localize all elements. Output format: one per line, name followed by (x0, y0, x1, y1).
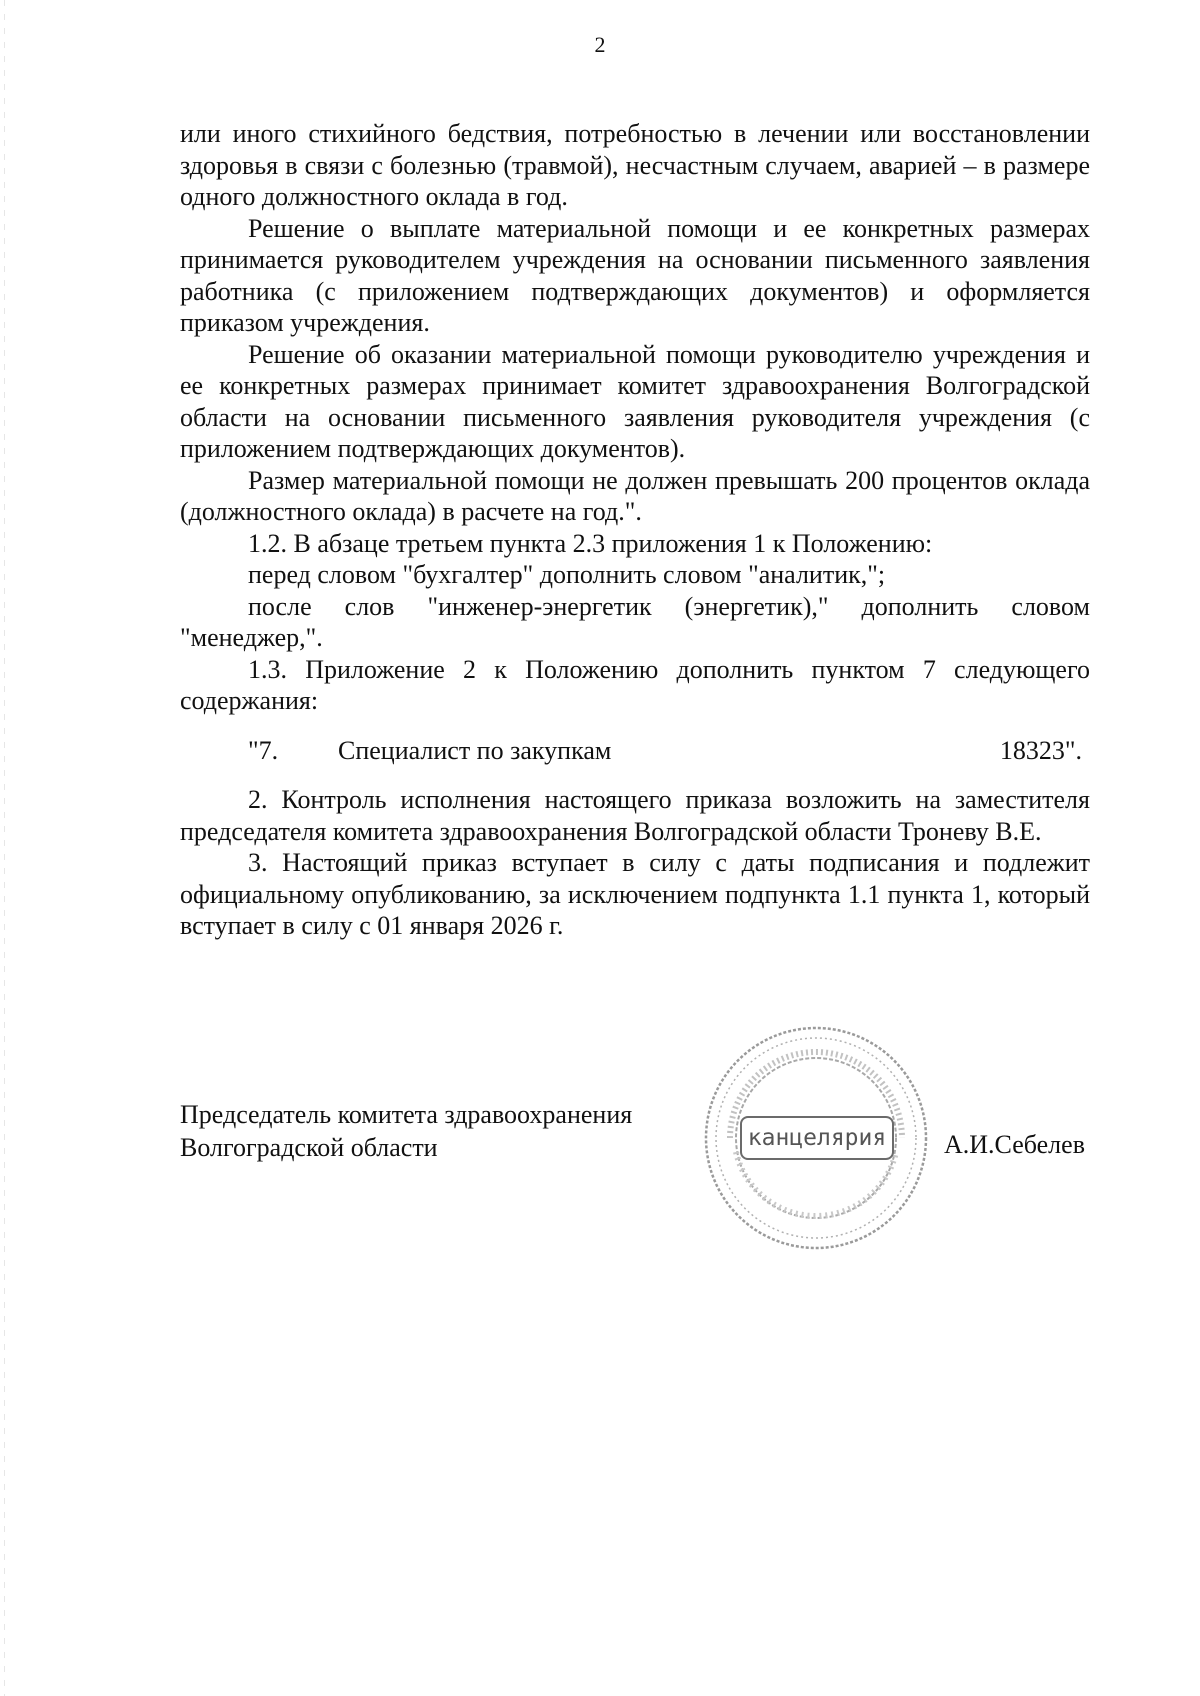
signature-position-line1: Председатель комитета здравоохранения (180, 1100, 633, 1129)
paragraph-add-analyst: перед словом "бухгалтер" дополнить словом "аналитик,"; (248, 560, 886, 589)
paragraph-max-amount: Размер материальной помощи не должен превышать 200 процентов оклада (должностного оклада) в расчете на год.". (180, 465, 1090, 526)
appendix-row-position: Специалист по закупкам (338, 735, 612, 765)
signature-position-line2: Волгоградской области (180, 1133, 438, 1162)
scan-margin-line (4, 0, 5, 1696)
paragraph-control: 2. Контроль исполнения настоящего приказа возложить на заместителя председателя комитета здравоохранения Волгоградской области Троневу В.Е. (180, 785, 1090, 846)
paragraph-item-1-3: 1.3. Приложение 2 к Положению дополнить пунктом 7 следующего содержания: (180, 654, 1090, 715)
paragraph-add-manager: после слов "инженер-энергетик (энергетик)," дополнить словом "менеджер,". (180, 591, 1090, 652)
signatory-name: А.И.Себелев (944, 1130, 1085, 1159)
page-number: 2 (594, 32, 606, 57)
document-body (180, 118, 1090, 942)
paragraph-decision-payment: Решение о выплате материальной помощи и ее конкретных размерах принимается руководителем учреждения на основании письменного заявления работника (с приложением подтверждающих документов) и оформляется приказом учреждения. (180, 213, 1090, 337)
paragraph-decision-head: Решение об оказании материальной помощи руководителю учреждения и ее конкретных размерах принимает комитет здравоохранения Волгоградской области на основании письменного заявления руководителя учреждения (с приложением подтверждающих документов). (180, 339, 1090, 463)
paragraph-item-1-2: 1.2. В абзаце третьем пункта 2.3 приложения 1 к Положению: (248, 528, 933, 558)
appendix-row-number: "7. (248, 735, 279, 765)
signature-position (180, 1098, 632, 1164)
stamp-seal (700, 1022, 932, 1254)
stamp-label: канцелярия (740, 1116, 894, 1160)
paragraph-continuation: или иного стихийного бедствия, потребностью в лечении или восстановлении здоровья в связи с болезнью (травмой), несчастным случаем, аварией – в размере одного должностного оклада в год. (180, 119, 1090, 211)
paragraph-effective-date: 3. Настоящий приказ вступает в силу с даты подписания и подлежит официальному опубликованию, за исключением подпункта 1.1 пункта 1, который вступает в силу с 01 января 2026 г. (180, 848, 1090, 940)
appendix-row-7 (180, 735, 1090, 767)
appendix-row-salary: 18323". (999, 735, 1082, 765)
